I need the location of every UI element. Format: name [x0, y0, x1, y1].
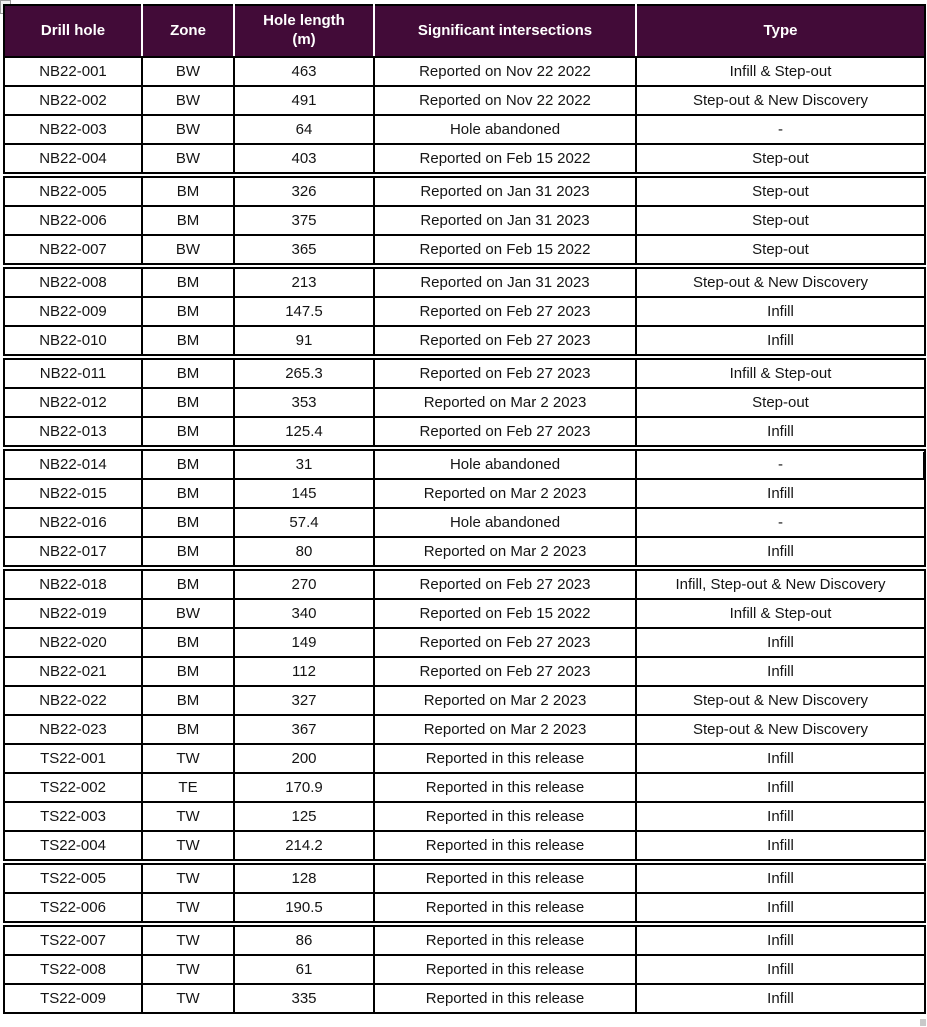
table-row [4, 57, 925, 86]
cell-type: Infill [636, 893, 925, 924]
cell-type: Step-out & New Discovery [636, 266, 925, 297]
cell-zone: BW [142, 115, 234, 144]
cell-type: Infill & Step-out [636, 357, 925, 388]
table-row [4, 686, 925, 715]
cell-intersections: Reported on Mar 2 2023 [374, 686, 636, 715]
table-row [4, 388, 925, 417]
cell-drill-hole: NB22-016 [4, 508, 142, 537]
cell-type: Infill [636, 417, 925, 448]
cell-hole-length: 213 [234, 266, 374, 297]
cell-intersections: Reported in this release [374, 955, 636, 984]
cell-drill-hole: TS22-008 [4, 955, 142, 984]
cell-intersections: Reported on Nov 22 2022 [374, 86, 636, 115]
cell-intersections: Reported on Feb 27 2023 [374, 568, 636, 599]
cell-intersections: Reported in this release [374, 744, 636, 773]
table-row [4, 893, 925, 924]
cell-intersections: Reported on Feb 27 2023 [374, 326, 636, 357]
cell-intersections: Reported on Mar 2 2023 [374, 715, 636, 744]
cell-drill-hole: TS22-007 [4, 924, 142, 955]
cell-intersections: Reported in this release [374, 984, 636, 1013]
table-row [4, 924, 925, 955]
cell-intersections: Reported on Feb 15 2022 [374, 144, 636, 175]
cell-hole-length: 57.4 [234, 508, 374, 537]
cell-zone: BM [142, 175, 234, 206]
cell-drill-hole: NB22-011 [4, 357, 142, 388]
cell-drill-hole: NB22-004 [4, 144, 142, 175]
cell-hole-length: 112 [234, 657, 374, 686]
cell-intersections: Reported on Feb 27 2023 [374, 417, 636, 448]
cell-zone: BM [142, 628, 234, 657]
cell-drill-hole: NB22-018 [4, 568, 142, 599]
cell-zone: BM [142, 657, 234, 686]
cell-hole-length: 145 [234, 479, 374, 508]
cell-drill-hole: NB22-008 [4, 266, 142, 297]
table-row [4, 508, 925, 537]
cell-intersections: Reported on Jan 31 2023 [374, 206, 636, 235]
table-row [4, 115, 925, 144]
table-row [4, 537, 925, 568]
table-row [4, 984, 925, 1013]
cell-type: Infill & Step-out [636, 599, 925, 628]
column-header-significant-intersections: Significant intersections [374, 5, 636, 57]
cell-intersections: Reported on Feb 27 2023 [374, 357, 636, 388]
column-header-type: Type [636, 5, 925, 57]
cell-type: Infill [636, 657, 925, 686]
column-header-zone: Zone [142, 5, 234, 57]
cell-zone: BM [142, 508, 234, 537]
cell-zone: BM [142, 686, 234, 715]
table-row [4, 86, 925, 115]
cell-drill-hole: TS22-004 [4, 831, 142, 862]
cell-zone: BW [142, 86, 234, 115]
cell-hole-length: 170.9 [234, 773, 374, 802]
cell-zone: TW [142, 744, 234, 773]
cell-drill-hole: TS22-003 [4, 802, 142, 831]
cell-zone: BM [142, 326, 234, 357]
cell-zone: BM [142, 715, 234, 744]
cell-zone: TW [142, 924, 234, 955]
cell-type: Infill [636, 326, 925, 357]
table-row [4, 831, 925, 862]
cell-zone: BW [142, 599, 234, 628]
corner-artifact-bottom-right [920, 1019, 926, 1026]
cell-type: Step-out [636, 144, 925, 175]
cell-hole-length: 128 [234, 862, 374, 893]
cell-drill-hole: NB22-009 [4, 297, 142, 326]
cell-zone: TW [142, 893, 234, 924]
cell-zone: BM [142, 388, 234, 417]
table-row [4, 862, 925, 893]
table-row [4, 628, 925, 657]
cell-intersections: Reported in this release [374, 773, 636, 802]
cell-type: Infill [636, 479, 925, 508]
table-row [4, 715, 925, 744]
cell-hole-length: 125 [234, 802, 374, 831]
cell-drill-hole: NB22-005 [4, 175, 142, 206]
table-row [4, 266, 925, 297]
cell-intersections: Hole abandoned [374, 508, 636, 537]
table-row [4, 144, 925, 175]
cell-drill-hole: NB22-023 [4, 715, 142, 744]
cell-zone: TW [142, 831, 234, 862]
cell-type: Step-out [636, 235, 925, 266]
cell-intersections: Reported on Feb 15 2022 [374, 599, 636, 628]
cell-hole-length: 353 [234, 388, 374, 417]
cell-type: Step-out & New Discovery [636, 86, 925, 115]
cell-type: Infill & Step-out [636, 57, 925, 86]
table-row [4, 479, 925, 508]
cell-hole-length: 340 [234, 599, 374, 628]
cell-type: Infill, Step-out & New Discovery [636, 568, 925, 599]
cell-type: Step-out & New Discovery [636, 686, 925, 715]
cell-hole-length: 31 [234, 448, 374, 479]
cell-drill-hole: NB22-013 [4, 417, 142, 448]
cell-zone: BM [142, 297, 234, 326]
cell-intersections: Reported on Nov 22 2022 [374, 57, 636, 86]
cell-zone: TW [142, 984, 234, 1013]
cell-hole-length: 270 [234, 568, 374, 599]
cell-intersections: Reported in this release [374, 893, 636, 924]
cell-hole-length: 125.4 [234, 417, 374, 448]
cell-drill-hole: NB22-014 [4, 448, 142, 479]
table-row [4, 326, 925, 357]
table-row [4, 448, 925, 479]
cell-intersections: Reported on Jan 31 2023 [374, 266, 636, 297]
cell-zone: BW [142, 57, 234, 86]
cell-intersections: Reported on Jan 31 2023 [374, 175, 636, 206]
cell-drill-hole: TS22-001 [4, 744, 142, 773]
cell-hole-length: 491 [234, 86, 374, 115]
cell-hole-length: 403 [234, 144, 374, 175]
cell-hole-length: 80 [234, 537, 374, 568]
cell-hole-length: 91 [234, 326, 374, 357]
table-body [4, 57, 925, 1013]
table-row [4, 773, 925, 802]
cell-hole-length: 463 [234, 57, 374, 86]
cell-intersections: Reported on Mar 2 2023 [374, 388, 636, 417]
cell-intersections: Reported on Feb 27 2023 [374, 657, 636, 686]
cell-zone: BM [142, 479, 234, 508]
table-row [4, 175, 925, 206]
cell-zone: TW [142, 802, 234, 831]
cell-drill-hole: NB22-012 [4, 388, 142, 417]
table-row [4, 297, 925, 326]
cell-hole-length: 86 [234, 924, 374, 955]
cell-drill-hole: NB22-021 [4, 657, 142, 686]
cell-type: Infill [636, 955, 925, 984]
cell-intersections: Reported in this release [374, 831, 636, 862]
cell-intersections: Reported on Mar 2 2023 [374, 537, 636, 568]
cell-type: Infill [636, 537, 925, 568]
cell-drill-hole: TS22-009 [4, 984, 142, 1013]
cell-type: Infill [636, 984, 925, 1013]
cell-zone: BM [142, 266, 234, 297]
cursor-artifact [923, 452, 926, 478]
drill-results-table [3, 4, 926, 1014]
table-row [4, 417, 925, 448]
cell-zone: BW [142, 235, 234, 266]
cell-type: Infill [636, 831, 925, 862]
cell-zone: BM [142, 537, 234, 568]
table-row [4, 206, 925, 235]
table-row [4, 599, 925, 628]
column-header-drill-hole: Drill hole [4, 5, 142, 57]
table-row [4, 657, 925, 686]
cell-zone: BM [142, 206, 234, 235]
cell-hole-length: 190.5 [234, 893, 374, 924]
table-header [4, 5, 925, 57]
cell-drill-hole: TS22-005 [4, 862, 142, 893]
cell-intersections: Reported in this release [374, 862, 636, 893]
cell-intersections: Reported on Feb 15 2022 [374, 235, 636, 266]
cell-intersections: Reported in this release [374, 924, 636, 955]
cell-hole-length: 265.3 [234, 357, 374, 388]
cell-intersections: Reported on Feb 27 2023 [374, 297, 636, 326]
cell-type: - [636, 448, 925, 479]
cell-drill-hole: NB22-007 [4, 235, 142, 266]
cell-zone: TW [142, 862, 234, 893]
cell-hole-length: 64 [234, 115, 374, 144]
cell-zone: BM [142, 417, 234, 448]
cell-drill-hole: NB22-002 [4, 86, 142, 115]
cell-intersections: Hole abandoned [374, 448, 636, 479]
cell-drill-hole: NB22-015 [4, 479, 142, 508]
cell-hole-length: 375 [234, 206, 374, 235]
cell-type: Step-out [636, 206, 925, 235]
cell-hole-length: 326 [234, 175, 374, 206]
cell-type: Infill [636, 802, 925, 831]
cell-hole-length: 327 [234, 686, 374, 715]
cell-drill-hole: NB22-003 [4, 115, 142, 144]
cell-hole-length: 365 [234, 235, 374, 266]
column-header-hole-length: Hole length (m) [234, 5, 374, 57]
table-row [4, 955, 925, 984]
cell-hole-length: 149 [234, 628, 374, 657]
table-row [4, 568, 925, 599]
cell-zone: TW [142, 955, 234, 984]
header-row [4, 5, 925, 57]
cell-drill-hole: NB22-019 [4, 599, 142, 628]
cell-drill-hole: NB22-001 [4, 57, 142, 86]
cell-drill-hole: NB22-020 [4, 628, 142, 657]
cell-intersections: Reported on Mar 2 2023 [374, 479, 636, 508]
table-row [4, 235, 925, 266]
cell-hole-length: 61 [234, 955, 374, 984]
cell-zone: BM [142, 568, 234, 599]
cell-type: Step-out [636, 388, 925, 417]
cell-type: Infill [636, 924, 925, 955]
cell-type: Infill [636, 862, 925, 893]
cell-drill-hole: TS22-006 [4, 893, 142, 924]
cell-hole-length: 200 [234, 744, 374, 773]
cell-drill-hole: TS22-002 [4, 773, 142, 802]
cell-drill-hole: NB22-010 [4, 326, 142, 357]
cell-intersections: Reported on Feb 27 2023 [374, 628, 636, 657]
cell-zone: BM [142, 448, 234, 479]
cell-drill-hole: NB22-022 [4, 686, 142, 715]
cell-intersections: Hole abandoned [374, 115, 636, 144]
cell-hole-length: 367 [234, 715, 374, 744]
table-row [4, 802, 925, 831]
cell-intersections: Reported in this release [374, 802, 636, 831]
cell-type: Infill [636, 773, 925, 802]
cell-hole-length: 335 [234, 984, 374, 1013]
cell-hole-length: 147.5 [234, 297, 374, 326]
cell-zone: TE [142, 773, 234, 802]
cell-type: Step-out [636, 175, 925, 206]
cell-hole-length: 214.2 [234, 831, 374, 862]
cell-type: Infill [636, 297, 925, 326]
cell-type: Infill [636, 628, 925, 657]
table-row [4, 357, 925, 388]
cell-drill-hole: NB22-017 [4, 537, 142, 568]
cell-type: - [636, 508, 925, 537]
table-row [4, 744, 925, 773]
cell-type: - [636, 115, 925, 144]
cell-drill-hole: NB22-006 [4, 206, 142, 235]
drill-results-table-container [3, 4, 924, 1014]
cell-zone: BW [142, 144, 234, 175]
cell-type: Infill [636, 744, 925, 773]
cell-zone: BM [142, 357, 234, 388]
cell-type: Step-out & New Discovery [636, 715, 925, 744]
